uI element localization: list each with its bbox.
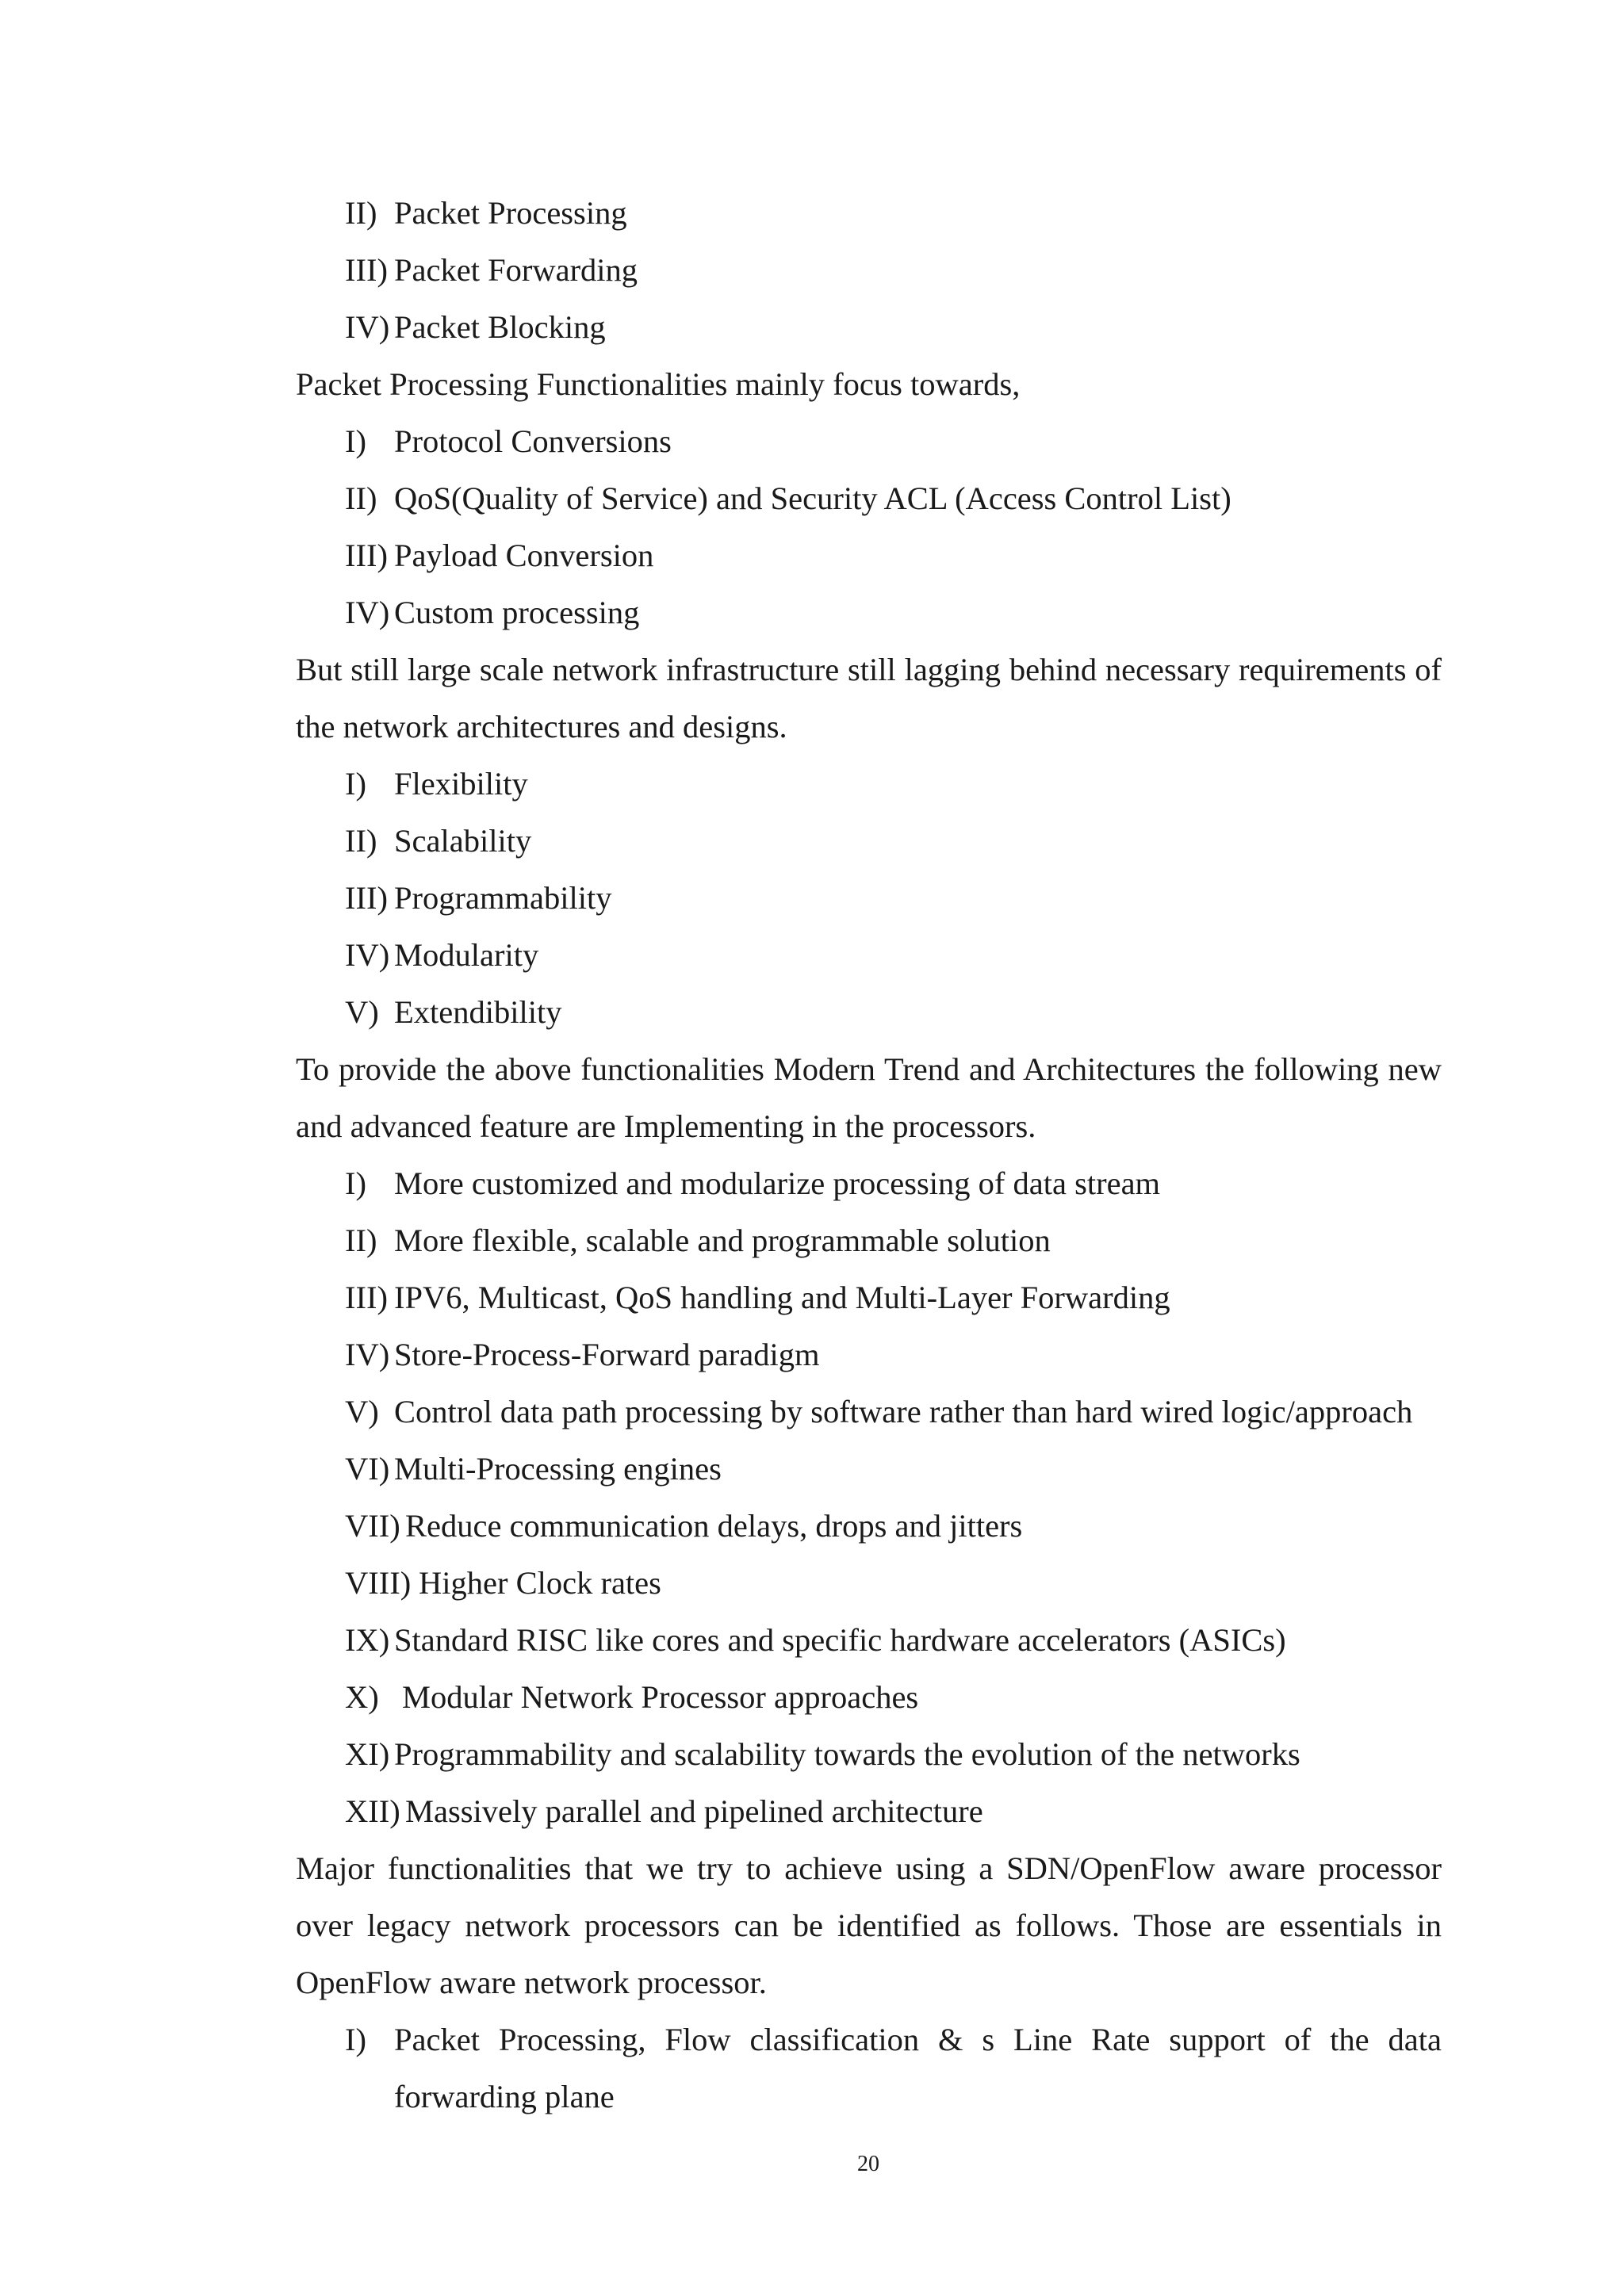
list-number: II) bbox=[345, 195, 377, 231]
list-text: Programmability bbox=[394, 880, 612, 916]
list-text: Store-Process-Forward paradigm bbox=[394, 1337, 820, 1372]
list-text: Massively parallel and pipelined architecture bbox=[405, 1793, 983, 1829]
list-item bbox=[296, 1498, 1442, 1555]
list-number: V) bbox=[345, 994, 379, 1030]
list-text: Control data path processing by software rather than hard wired logic/approach bbox=[394, 1394, 1413, 1429]
list-number: VIII) bbox=[345, 1565, 412, 1601]
list-text: More customized and modularize processing of data stream bbox=[394, 1165, 1161, 1201]
list-item bbox=[296, 242, 1442, 299]
list-number: IV) bbox=[345, 1337, 390, 1372]
list-number: IV) bbox=[345, 309, 390, 345]
list-text: Scalability bbox=[394, 823, 532, 859]
paragraph: But still large scale network infrastructure still lagging behind necessary requirements of the network architectures and designs. bbox=[296, 652, 1442, 744]
list-number: XII) bbox=[345, 1793, 400, 1829]
list-number: IX) bbox=[345, 1622, 390, 1658]
list-number: III) bbox=[345, 252, 388, 288]
paragraph: To provide the above functionalities Modern Trend and Architectures the following new and advanced feature are Implementing in the processors. bbox=[296, 1051, 1442, 1144]
list-item bbox=[296, 1269, 1442, 1326]
list-number: I) bbox=[345, 1165, 366, 1201]
list-item bbox=[296, 1383, 1442, 1441]
list-item bbox=[296, 185, 1442, 242]
list-text: Reduce communication delays, drops and jitters bbox=[405, 1508, 1023, 1544]
list-number: I) bbox=[345, 423, 366, 459]
list-item bbox=[296, 927, 1442, 984]
list-item bbox=[296, 1441, 1442, 1498]
list-text: More flexible, scalable and programmable solution bbox=[394, 1223, 1051, 1258]
page-number: 20 bbox=[857, 2152, 879, 2176]
list-item bbox=[296, 527, 1442, 584]
list-item bbox=[296, 1612, 1442, 1669]
list-item bbox=[296, 984, 1442, 1041]
list-text: Higher Clock rates bbox=[419, 1565, 661, 1601]
advanced-features-list bbox=[296, 1155, 1442, 1840]
list-text: Protocol Conversions bbox=[394, 423, 672, 459]
list-number: I) bbox=[345, 766, 366, 802]
list-item bbox=[296, 813, 1442, 870]
list-text: Payload Conversion bbox=[394, 538, 654, 573]
list-number: II) bbox=[345, 1223, 377, 1258]
list-item bbox=[296, 584, 1442, 641]
list-item bbox=[296, 1669, 1442, 1726]
list-number: III) bbox=[345, 880, 388, 916]
list-number: II) bbox=[345, 480, 377, 516]
list-number: II) bbox=[345, 823, 377, 859]
list-text: Programmability and scalability towards the evolution of the networks bbox=[394, 1736, 1300, 1772]
list-number: XI) bbox=[345, 1736, 390, 1772]
list-text: IPV6, Multicast, QoS handling and Multi-Layer Forwarding bbox=[394, 1280, 1170, 1315]
page-body bbox=[296, 185, 1442, 2126]
list-item bbox=[296, 756, 1442, 813]
packet-functions-list bbox=[296, 185, 1442, 356]
list-number: III) bbox=[345, 1280, 388, 1315]
paragraph: Major functionalities that we try to achieve using a SDN/OpenFlow aware processor over legacy network processors can be identified as follows. Those are essentials in OpenFlow aware network processor. bbox=[296, 1850, 1442, 2000]
list-item bbox=[296, 1555, 1442, 1612]
list-number: I) bbox=[345, 2022, 366, 2057]
list-number: VI) bbox=[345, 1451, 390, 1487]
list-number: IV) bbox=[345, 595, 390, 630]
list-number: III) bbox=[345, 538, 388, 573]
list-item bbox=[296, 1326, 1442, 1383]
list-text: Modular Network Processor approaches bbox=[402, 1679, 919, 1715]
list-text: Packet Forwarding bbox=[394, 252, 638, 288]
list-text: Packet Processing, Flow classification & s Line Rate support of the data forwarding plane bbox=[394, 2022, 1442, 2114]
list-number: VII) bbox=[345, 1508, 400, 1544]
requirements-list bbox=[296, 756, 1442, 1041]
list-item bbox=[296, 413, 1442, 470]
paragraph: Packet Processing Functionalities mainly focus towards, bbox=[296, 366, 1021, 402]
list-text: Packet Blocking bbox=[394, 309, 606, 345]
list-item bbox=[296, 1726, 1442, 1783]
list-text: Standard RISC like cores and specific hardware accelerators (ASICs) bbox=[394, 1622, 1286, 1658]
list-item bbox=[296, 470, 1442, 527]
list-text: Flexibility bbox=[394, 766, 528, 802]
list-item bbox=[296, 870, 1442, 927]
list-item bbox=[296, 299, 1442, 356]
list-text: Extendibility bbox=[394, 994, 562, 1030]
list-text: Multi-Processing engines bbox=[394, 1451, 722, 1487]
list-number: V) bbox=[345, 1394, 379, 1429]
list-item bbox=[296, 2011, 1442, 2126]
list-item bbox=[296, 1155, 1442, 1212]
list-text: Modularity bbox=[394, 937, 539, 973]
list-text: Custom processing bbox=[394, 595, 640, 630]
list-text: Packet Processing bbox=[394, 195, 627, 231]
list-item bbox=[296, 1212, 1442, 1269]
list-text: QoS(Quality of Service) and Security ACL (Access Control List) bbox=[394, 480, 1231, 516]
openflow-functions-list bbox=[296, 2011, 1442, 2126]
list-item bbox=[296, 1783, 1442, 1840]
list-number: IV) bbox=[345, 937, 390, 973]
list-number: X) bbox=[345, 1679, 379, 1715]
packet-processing-list bbox=[296, 413, 1442, 641]
